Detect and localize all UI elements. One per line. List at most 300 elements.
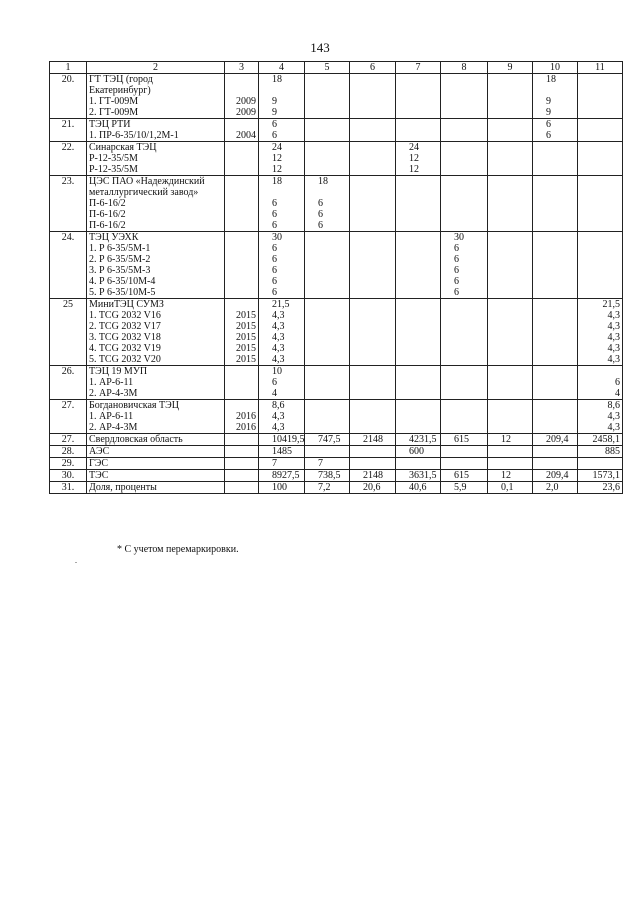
table-cell-c4 bbox=[259, 366, 305, 400]
cell-line: ГЭС bbox=[89, 458, 109, 469]
table-cell-c3 bbox=[225, 119, 259, 142]
cell-line: 22. bbox=[61, 142, 75, 153]
cell-line bbox=[227, 299, 256, 310]
table-cell-c7 bbox=[396, 458, 441, 470]
table-cell-c9 bbox=[488, 446, 533, 458]
cell-line bbox=[227, 85, 256, 96]
table-cell-c11 bbox=[578, 470, 623, 482]
cell-line: 2. Р 6-35/5М-2 bbox=[89, 254, 151, 265]
table-cell-c8 bbox=[441, 400, 488, 434]
table-cell-c9 bbox=[488, 142, 533, 176]
table-row bbox=[50, 232, 623, 299]
table-cell-c4 bbox=[259, 142, 305, 176]
table-cell-c11 bbox=[578, 74, 623, 119]
cell-line: 6 bbox=[272, 287, 277, 298]
cell-line: 4,3 bbox=[272, 310, 285, 321]
cell-line: 9 bbox=[272, 96, 277, 107]
table-cell-c5 bbox=[305, 446, 350, 458]
cell-line: 4. Р 6-35/10М-4 bbox=[89, 276, 156, 287]
cell-line: 12 bbox=[409, 164, 419, 175]
cell-line: 2015 bbox=[236, 354, 256, 365]
cell-line: 4,3 bbox=[272, 343, 285, 354]
table-cell-num bbox=[50, 470, 87, 482]
cell-line: 2016 bbox=[236, 411, 256, 422]
col-header: 2 bbox=[87, 62, 225, 74]
table-cell-num bbox=[50, 119, 87, 142]
table-cell-c3 bbox=[225, 299, 259, 366]
cell-line: ТЭЦ РТИ bbox=[89, 119, 131, 130]
table-cell-c10 bbox=[533, 74, 578, 119]
cell-line: 18 bbox=[272, 176, 282, 187]
cell-line: 615 bbox=[454, 434, 469, 445]
cell-line: 9 bbox=[546, 96, 551, 107]
table-cell-c10 bbox=[533, 366, 578, 400]
table-cell-c7 bbox=[396, 434, 441, 446]
table-cell-c6 bbox=[350, 446, 396, 458]
table-cell-c7 bbox=[396, 470, 441, 482]
table-cell-c3 bbox=[225, 446, 259, 458]
cell-line: 6 bbox=[272, 198, 277, 209]
table-cell-c4 bbox=[259, 74, 305, 119]
table-cell-c9 bbox=[488, 434, 533, 446]
cell-line: 4,3 bbox=[607, 411, 620, 422]
table-cell-c10 bbox=[533, 434, 578, 446]
table-cell-c10 bbox=[533, 482, 578, 494]
table-cell-c6 bbox=[350, 232, 396, 299]
table-cell-c7 bbox=[396, 446, 441, 458]
table-cell-name bbox=[87, 176, 225, 232]
page-number: 143 bbox=[310, 40, 330, 55]
cell-line: 30 bbox=[454, 232, 464, 243]
table-cell-c9 bbox=[488, 366, 533, 400]
cell-line bbox=[580, 366, 620, 377]
cell-line: 6 bbox=[454, 276, 459, 287]
table-cell-c9 bbox=[488, 176, 533, 232]
cell-line bbox=[227, 400, 256, 411]
table-cell-c5 bbox=[305, 400, 350, 434]
table-cell-c10 bbox=[533, 232, 578, 299]
cell-line: 2016 bbox=[236, 422, 256, 433]
cell-line: 5. TCG 2032 V20 bbox=[89, 354, 161, 365]
table-cell-c11 bbox=[578, 232, 623, 299]
cell-line: 23,6 bbox=[602, 482, 620, 493]
cell-line: 4 bbox=[272, 388, 277, 399]
cell-line: 1. АР-6-11 bbox=[89, 377, 134, 388]
cell-line bbox=[272, 187, 302, 198]
cell-line: 0,1 bbox=[501, 482, 514, 493]
table-cell-c6 bbox=[350, 434, 396, 446]
table-cell-c8 bbox=[441, 470, 488, 482]
table-row bbox=[50, 366, 623, 400]
table-cell-c9 bbox=[488, 299, 533, 366]
cell-line: 24 bbox=[409, 142, 419, 153]
table-cell-c8 bbox=[441, 458, 488, 470]
cell-line: 2015 bbox=[236, 321, 256, 332]
table-cell-name bbox=[87, 142, 225, 176]
table-cell-c4 bbox=[259, 232, 305, 299]
table-cell-name bbox=[87, 434, 225, 446]
cell-line: 29. bbox=[61, 458, 75, 469]
cell-line: 12 bbox=[409, 153, 419, 164]
cell-line: 6 bbox=[454, 265, 459, 276]
cell-line: 6 bbox=[272, 276, 277, 287]
table-cell-c4 bbox=[259, 400, 305, 434]
cell-line: 4231,5 bbox=[409, 434, 437, 445]
cell-line: ТЭС bbox=[89, 470, 109, 481]
capacity-table bbox=[49, 61, 623, 494]
table-cell-c9 bbox=[488, 482, 533, 494]
cell-line: 3. TCG 2032 V18 bbox=[89, 332, 161, 343]
table-cell-name bbox=[87, 74, 225, 119]
table-cell-c8 bbox=[441, 434, 488, 446]
cell-line: Синарская ТЭЦ bbox=[89, 142, 157, 153]
table-cell-c9 bbox=[488, 232, 533, 299]
table-cell-c10 bbox=[533, 176, 578, 232]
cell-line: 6 bbox=[272, 243, 277, 254]
table-row bbox=[50, 458, 623, 470]
cell-line: 28. bbox=[61, 446, 75, 457]
table-cell-c7 bbox=[396, 299, 441, 366]
cell-line: ЦЭС ПАО «Надеждинский bbox=[89, 176, 205, 187]
table-cell-c11 bbox=[578, 142, 623, 176]
cell-line: 12 bbox=[272, 164, 282, 175]
table-cell-c11 bbox=[578, 434, 623, 446]
cell-line: 3631,5 bbox=[409, 470, 437, 481]
table-cell-c3 bbox=[225, 74, 259, 119]
table-cell-c3 bbox=[225, 366, 259, 400]
table-cell-c3 bbox=[225, 142, 259, 176]
table-cell-c8 bbox=[441, 299, 488, 366]
cell-line: 4,3 bbox=[272, 422, 285, 433]
cell-line: 3. Р 6-35/5М-3 bbox=[89, 265, 151, 276]
table-cell-c10 bbox=[533, 470, 578, 482]
cell-line bbox=[227, 74, 256, 85]
table-cell-c3 bbox=[225, 458, 259, 470]
cell-line: 600 bbox=[409, 446, 424, 457]
table-cell-c8 bbox=[441, 176, 488, 232]
table-cell-c11 bbox=[578, 482, 623, 494]
cell-line: 40,6 bbox=[409, 482, 427, 493]
table-cell-c3 bbox=[225, 176, 259, 232]
cell-line: Р-12-35/5М bbox=[89, 153, 138, 164]
cell-line: 885 bbox=[605, 446, 620, 457]
cell-line: 4,3 bbox=[607, 310, 620, 321]
cell-line: 9 bbox=[272, 107, 277, 118]
table-row bbox=[50, 434, 623, 446]
table-cell-c11 bbox=[578, 299, 623, 366]
table-cell-c8 bbox=[441, 74, 488, 119]
table-cell-name bbox=[87, 232, 225, 299]
table-cell-c7 bbox=[396, 366, 441, 400]
cell-line: 6 bbox=[454, 243, 459, 254]
cell-line: 5. Р 6-35/10М-5 bbox=[89, 287, 156, 298]
cell-line: 4,3 bbox=[607, 422, 620, 433]
table-cell-c5 bbox=[305, 232, 350, 299]
table-cell-c6 bbox=[350, 366, 396, 400]
col-header: 4 bbox=[259, 62, 305, 74]
cell-line: 6 bbox=[454, 254, 459, 265]
table-cell-c9 bbox=[488, 470, 533, 482]
table-cell-c8 bbox=[441, 142, 488, 176]
cell-line: 4,3 bbox=[272, 411, 285, 422]
table-cell-c7 bbox=[396, 400, 441, 434]
cell-line: 18 bbox=[272, 74, 282, 85]
col-header: 6 bbox=[350, 62, 396, 74]
cell-line: 12 bbox=[272, 153, 282, 164]
cell-line: ГТ ТЭЦ (город bbox=[89, 74, 153, 85]
cell-line: Екатеринбург) bbox=[89, 85, 151, 96]
cell-line: 6 bbox=[454, 287, 459, 298]
table-cell-c8 bbox=[441, 446, 488, 458]
table-cell-c5 bbox=[305, 482, 350, 494]
table-cell-c9 bbox=[488, 458, 533, 470]
cell-line: ТЭЦ УЭХК bbox=[89, 232, 139, 243]
table-cell-c6 bbox=[350, 142, 396, 176]
cell-line: 1. Р 6-35/5М-1 bbox=[89, 243, 151, 254]
cell-line: 6 bbox=[546, 119, 551, 130]
table-cell-c3 bbox=[225, 400, 259, 434]
table-cell-c9 bbox=[488, 74, 533, 119]
cell-line: 21,5 bbox=[602, 299, 620, 310]
cell-line: 21,5 bbox=[272, 299, 290, 310]
table-cell-name bbox=[87, 299, 225, 366]
table-body bbox=[50, 74, 623, 494]
cell-line: 4,3 bbox=[272, 332, 285, 343]
cell-line: металлургический завод» bbox=[89, 187, 199, 198]
table-cell-num bbox=[50, 232, 87, 299]
cell-line: 2458,1 bbox=[592, 434, 620, 445]
col-header: 9 bbox=[488, 62, 533, 74]
footnote: * С учетом перемаркировки. bbox=[117, 544, 239, 555]
cell-line: 18 bbox=[546, 74, 556, 85]
table-cell-num bbox=[50, 176, 87, 232]
table-row bbox=[50, 119, 623, 142]
table-cell-c5 bbox=[305, 299, 350, 366]
table-cell-c8 bbox=[441, 119, 488, 142]
cell-line: 2009 bbox=[236, 107, 256, 118]
cell-line: 2148 bbox=[363, 470, 383, 481]
table-cell-num bbox=[50, 74, 87, 119]
cell-line: 615 bbox=[454, 470, 469, 481]
table-cell-c4 bbox=[259, 299, 305, 366]
cell-line: 6 bbox=[272, 130, 277, 141]
cell-line: МиниТЭЦ СУМЗ bbox=[89, 299, 164, 310]
cell-line: ТЭЦ 19 МУП bbox=[89, 366, 148, 377]
table-row bbox=[50, 142, 623, 176]
cell-line: 24 bbox=[272, 142, 282, 153]
col-header: 11 bbox=[578, 62, 623, 74]
cell-line: 2,0 bbox=[546, 482, 559, 493]
cell-line: 5,9 bbox=[454, 482, 467, 493]
table-cell-c10 bbox=[533, 458, 578, 470]
cell-line: 31. bbox=[61, 482, 75, 493]
table-cell-c7 bbox=[396, 142, 441, 176]
cell-line: П-6-16/2 bbox=[89, 198, 126, 209]
table-cell-c11 bbox=[578, 176, 623, 232]
table-cell-num bbox=[50, 446, 87, 458]
cell-line bbox=[227, 119, 256, 130]
cell-line: 6 bbox=[272, 377, 277, 388]
table-row bbox=[50, 176, 623, 232]
cell-line: 30. bbox=[61, 470, 75, 481]
table-cell-c4 bbox=[259, 458, 305, 470]
cell-line: 2015 bbox=[236, 343, 256, 354]
cell-line: 30 bbox=[272, 232, 282, 243]
table-cell-c11 bbox=[578, 446, 623, 458]
cell-line: Богдановичская ТЭЦ bbox=[89, 400, 179, 411]
cell-line: 6 bbox=[318, 198, 323, 209]
stray-mark: . bbox=[75, 556, 77, 565]
table-cell-c11 bbox=[578, 119, 623, 142]
cell-line: 6 bbox=[318, 209, 323, 220]
cell-line: 10 bbox=[272, 366, 282, 377]
cell-line: 4 bbox=[615, 388, 620, 399]
cell-line: 8,6 bbox=[607, 400, 620, 411]
table-cell-c3 bbox=[225, 482, 259, 494]
cell-line: 4. TCG 2032 V19 bbox=[89, 343, 161, 354]
table-cell-c10 bbox=[533, 446, 578, 458]
cell-line: 2015 bbox=[236, 332, 256, 343]
col-header: 3 bbox=[225, 62, 259, 74]
table-cell-name bbox=[87, 482, 225, 494]
cell-line: 8,6 bbox=[272, 400, 285, 411]
cell-line: 4,3 bbox=[607, 321, 620, 332]
cell-line: 24. bbox=[61, 232, 75, 243]
cell-line: 21. bbox=[61, 119, 75, 130]
table-cell-c8 bbox=[441, 232, 488, 299]
cell-line: 209,4 bbox=[546, 434, 569, 445]
table-cell-num bbox=[50, 366, 87, 400]
col-header: 1 bbox=[50, 62, 87, 74]
cell-line: 1. ПР-6-35/10/1,2М-1 bbox=[89, 130, 179, 141]
table-cell-name bbox=[87, 458, 225, 470]
cell-line: 26. bbox=[61, 366, 75, 377]
table-cell-c6 bbox=[350, 299, 396, 366]
table-row bbox=[50, 446, 623, 458]
table-cell-num bbox=[50, 434, 87, 446]
cell-line: 1485 bbox=[272, 446, 292, 457]
cell-line bbox=[546, 85, 575, 96]
table-cell-c6 bbox=[350, 470, 396, 482]
table-cell-c5 bbox=[305, 74, 350, 119]
cell-line: 2004 bbox=[236, 130, 256, 141]
cell-line: 1. АР-6-11 bbox=[89, 411, 134, 422]
table-cell-c4 bbox=[259, 446, 305, 458]
cell-line: 7 bbox=[272, 458, 277, 469]
cell-line: 6 bbox=[272, 209, 277, 220]
cell-line: 4,3 bbox=[607, 332, 620, 343]
cell-line: 20,6 bbox=[363, 482, 381, 493]
cell-line: 6 bbox=[272, 265, 277, 276]
cell-line: 6 bbox=[272, 220, 277, 231]
cell-line: АЭС bbox=[89, 446, 110, 457]
cell-line: 23. bbox=[61, 176, 75, 187]
table-cell-c6 bbox=[350, 482, 396, 494]
table-cell-name bbox=[87, 366, 225, 400]
table-cell-c10 bbox=[533, 299, 578, 366]
table-row bbox=[50, 299, 623, 366]
cell-line: П-6-16/2 bbox=[89, 220, 126, 231]
table-cell-c10 bbox=[533, 119, 578, 142]
table-cell-c4 bbox=[259, 119, 305, 142]
table-cell-c4 bbox=[259, 434, 305, 446]
cell-line: 6 bbox=[318, 220, 323, 231]
table-row bbox=[50, 482, 623, 494]
table-row bbox=[50, 74, 623, 119]
table-cell-num bbox=[50, 482, 87, 494]
cell-line: 2. TCG 2032 V17 bbox=[89, 321, 161, 332]
cell-line: 4,3 bbox=[607, 343, 620, 354]
table-cell-c6 bbox=[350, 176, 396, 232]
table-cell-c3 bbox=[225, 434, 259, 446]
header-row bbox=[50, 62, 623, 74]
cell-line: 9 bbox=[546, 107, 551, 118]
table-cell-c7 bbox=[396, 74, 441, 119]
table-cell-c5 bbox=[305, 458, 350, 470]
table-cell-c7 bbox=[396, 176, 441, 232]
table-cell-num bbox=[50, 400, 87, 434]
table-cell-c5 bbox=[305, 470, 350, 482]
table-cell-num bbox=[50, 142, 87, 176]
cell-line: 7 bbox=[318, 458, 323, 469]
table-cell-name bbox=[87, 400, 225, 434]
table-cell-name bbox=[87, 470, 225, 482]
cell-line: 2148 bbox=[363, 434, 383, 445]
table-cell-c5 bbox=[305, 142, 350, 176]
cell-line: 20. bbox=[61, 74, 75, 85]
table-cell-c6 bbox=[350, 74, 396, 119]
table-cell-name bbox=[87, 119, 225, 142]
col-header: 10 bbox=[533, 62, 578, 74]
cell-line: Доля, проценты bbox=[89, 482, 157, 493]
table-cell-c5 bbox=[305, 434, 350, 446]
table-cell-c11 bbox=[578, 366, 623, 400]
table-cell-c7 bbox=[396, 482, 441, 494]
table-cell-c6 bbox=[350, 119, 396, 142]
col-header: 7 bbox=[396, 62, 441, 74]
table-cell-c4 bbox=[259, 482, 305, 494]
cell-line: 1. ГТ-009М bbox=[89, 96, 139, 107]
table-cell-c10 bbox=[533, 142, 578, 176]
col-header: 5 bbox=[305, 62, 350, 74]
cell-line: 2015 bbox=[236, 310, 256, 321]
cell-line: 2. АР-4-3М bbox=[89, 388, 138, 399]
table-cell-num bbox=[50, 458, 87, 470]
table-cell-c5 bbox=[305, 366, 350, 400]
cell-line: 1. TCG 2032 V16 bbox=[89, 310, 161, 321]
table-cell-c11 bbox=[578, 400, 623, 434]
cell-line: 27. bbox=[61, 400, 75, 411]
col-header: 8 bbox=[441, 62, 488, 74]
cell-line: 12 bbox=[501, 434, 511, 445]
table-cell-c9 bbox=[488, 119, 533, 142]
cell-line: 7,2 bbox=[318, 482, 331, 493]
table-cell-name bbox=[87, 446, 225, 458]
cell-line: 2009 bbox=[236, 96, 256, 107]
cell-line: 6 bbox=[272, 254, 277, 265]
cell-line: 18 bbox=[318, 176, 328, 187]
cell-line: 1573,1 bbox=[592, 470, 620, 481]
cell-line bbox=[318, 187, 347, 198]
table-row bbox=[50, 470, 623, 482]
cell-line: 738,5 bbox=[318, 470, 341, 481]
cell-line: 100 bbox=[272, 482, 287, 493]
table-cell-c9 bbox=[488, 400, 533, 434]
cell-line bbox=[272, 85, 302, 96]
table-cell-c6 bbox=[350, 458, 396, 470]
cell-line: 6 bbox=[546, 130, 551, 141]
cell-line: Свердловская область bbox=[89, 434, 183, 445]
